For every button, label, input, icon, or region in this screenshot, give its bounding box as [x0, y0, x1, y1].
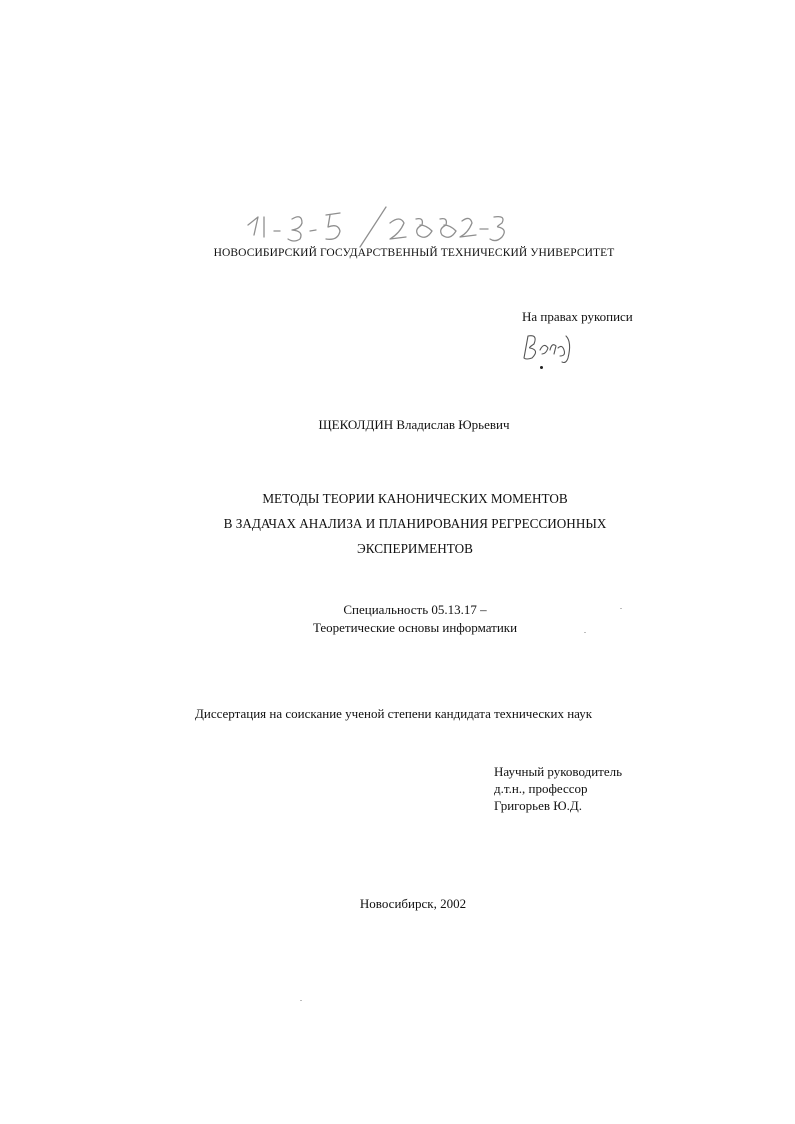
ink-dot — [540, 366, 543, 369]
signature-scribble — [518, 328, 578, 368]
advisor-degree: д.т.н., профессор — [494, 781, 588, 796]
title-line: ЭКСПЕРИМЕНТОВ — [357, 541, 473, 556]
scan-speck — [620, 608, 622, 609]
specialty-code: Специальность 05.13.17 – — [343, 602, 487, 617]
title-line: В ЗАДАЧАХ АНАЛИЗА И ПЛАНИРОВАНИЯ РЕГРЕССИОННЫХ — [223, 516, 607, 531]
manuscript-note: На правах рукописи — [522, 309, 633, 324]
advisor-block — [494, 763, 622, 814]
dissertation-title — [0, 486, 795, 561]
university-name: НОВОСИБИРСКИЙ ГОСУДАРСТВЕННЫЙ ТЕХНИЧЕСКИЙ УНИВЕРСИТЕТ — [213, 247, 615, 259]
advisor-name: Григорьев Ю.Д. — [494, 798, 582, 813]
dissertation-statement: Диссертация на соискание ученой степени кандидата технических наук — [195, 706, 593, 721]
advisor-role: Научный руководитель — [494, 764, 623, 779]
scan-speck — [300, 1000, 302, 1001]
title-line: МЕТОДЫ ТЕОРИИ КАНОНИЧЕСКИХ МОМЕНТОВ — [262, 491, 568, 506]
scan-speck — [584, 632, 586, 633]
city-year: Новосибирск, 2002 — [359, 896, 467, 911]
author-name: ЩЕКОЛДИН Владислав Юрьевич — [318, 417, 510, 432]
specialty-block — [0, 601, 795, 637]
handwritten-registry-number — [240, 203, 510, 251]
specialty-name: Теоретические основы информатики — [312, 620, 518, 635]
